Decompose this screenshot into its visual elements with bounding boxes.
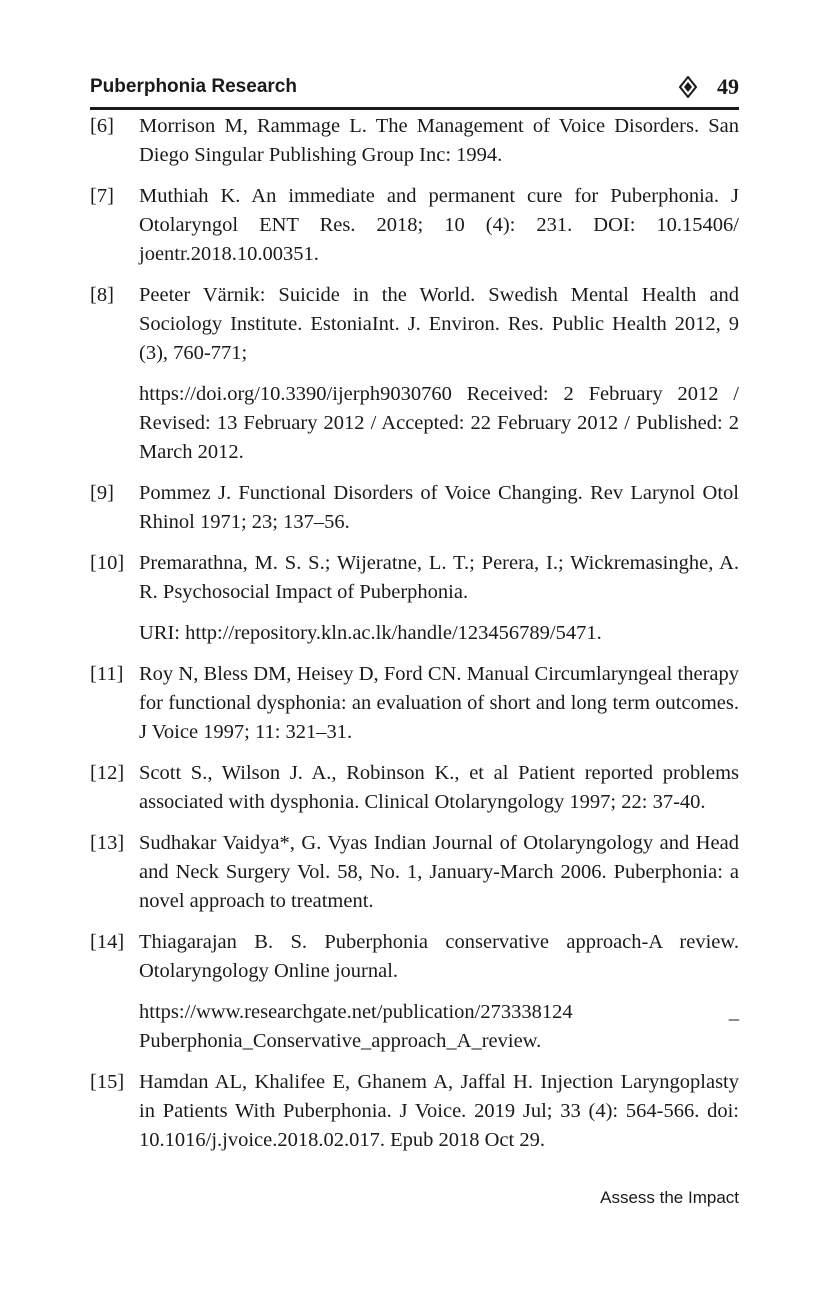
reference-text: Scott S., Wilson J. A., Robinson K., et al Patient reported problems associated with dysphonia. Clinical Otolaryngology 1997; 22: 37-40. [139,762,739,813]
header-right [679,74,739,100]
reference-text: Premarathna, M. S. S.; Wijeratne, L. T.; Perera, I.; Wickremasinghe, A. R. Psychosocial Impact of Puberphonia. [139,552,739,603]
reference-text: Sudhakar Vaidya*, G. Vyas Indian Journal of Otolaryngology and Head and Neck Surgery Vol. 58, No. 1, January-March 2006. Puberphonia: a novel approach to treatment. [139,832,739,912]
running-header [90,74,739,104]
reference-number: [13] [90,832,125,854]
footer-text: Assess the Impact [600,1188,739,1207]
reference-text: https://doi.org/10.3390/ijerph9030760 Received: 2 February 2012 / Revised: 13 February 2012 / Accepted: 22 February 2012 / Published: 2 March 2012. [139,383,739,463]
reference-item [90,660,739,747]
reference-item [90,549,739,648]
reference-text: URI: http://repository.kln.ac.lk/handle/123456789/5471. [139,622,602,644]
reference-text: Morrison M, Rammage L. The Management of Voice Disorders. San Diego Singular Publishing Group Inc: 1994. [139,115,739,166]
reference-text: Muthiah K. An immediate and permanent cure for Puberphonia. J Otolaryngol ENT Res. 2018; 10 (4): 231. DOI: 10.15406/ joentr.2018.10.00351. [139,185,739,265]
reference-item [90,928,739,1056]
diamond-ornament-icon [679,76,697,98]
reference-number: [11] [90,663,124,685]
reference-item [90,281,739,467]
reference-text: Roy N, Bless DM, Heisey D, Ford CN. Manual Circumlaryngeal therapy for functional dysphonia: an evaluation of short and long term outcomes. J Voice 1997; 11: 321–31. [139,663,739,743]
reference-text: Peeter Värnik: Suicide in the World. Swedish Mental Health and Sociology Institute. EstoniaInt. J. Environ. Res. Public Health 2012, 9 (3), 760-771; [139,284,739,364]
reference-text: https://www.researchgate.net/publication/273338124 _ Puberphonia_Conservative_approach_A_review. [139,1001,739,1052]
reference-item [90,479,739,537]
reference-number: [15] [90,1071,125,1093]
reference-number: [14] [90,931,125,953]
page-number: 49 [717,74,739,99]
reference-number: [10] [90,552,125,574]
reference-text: Thiagarajan B. S. Puberphonia conservative approach-A review. Otolaryngology Online journal. [139,931,739,982]
reference-text: Pommez J. Functional Disorders of Voice Changing. Rev Larynol Otol Rhinol 1971; 23; 137–56. [139,482,739,533]
reference-item [90,829,739,916]
reference-number: [12] [90,762,125,784]
reference-list [90,112,739,1167]
reference-item [90,182,739,269]
reference-item [90,112,739,170]
reference-text: Hamdan AL, Khalifee E, Ghanem A, Jaffal H. Injection Laryngoplasty in Patients With Puberphonia. J Voice. 2019 Jul; 33 (4): 564-566. doi: 10.1016/j.jvoice.2018.02.017. Epub 2018 Oct 29. [139,1071,739,1151]
reference-number: [9] [90,482,114,504]
reference-number: [7] [90,185,114,207]
reference-item [90,1068,739,1155]
reference-number: [8] [90,284,114,306]
header-title: Puberphonia Research [90,76,297,97]
reference-item [90,759,739,817]
header-rule [90,107,739,110]
reference-number: [6] [90,115,114,137]
